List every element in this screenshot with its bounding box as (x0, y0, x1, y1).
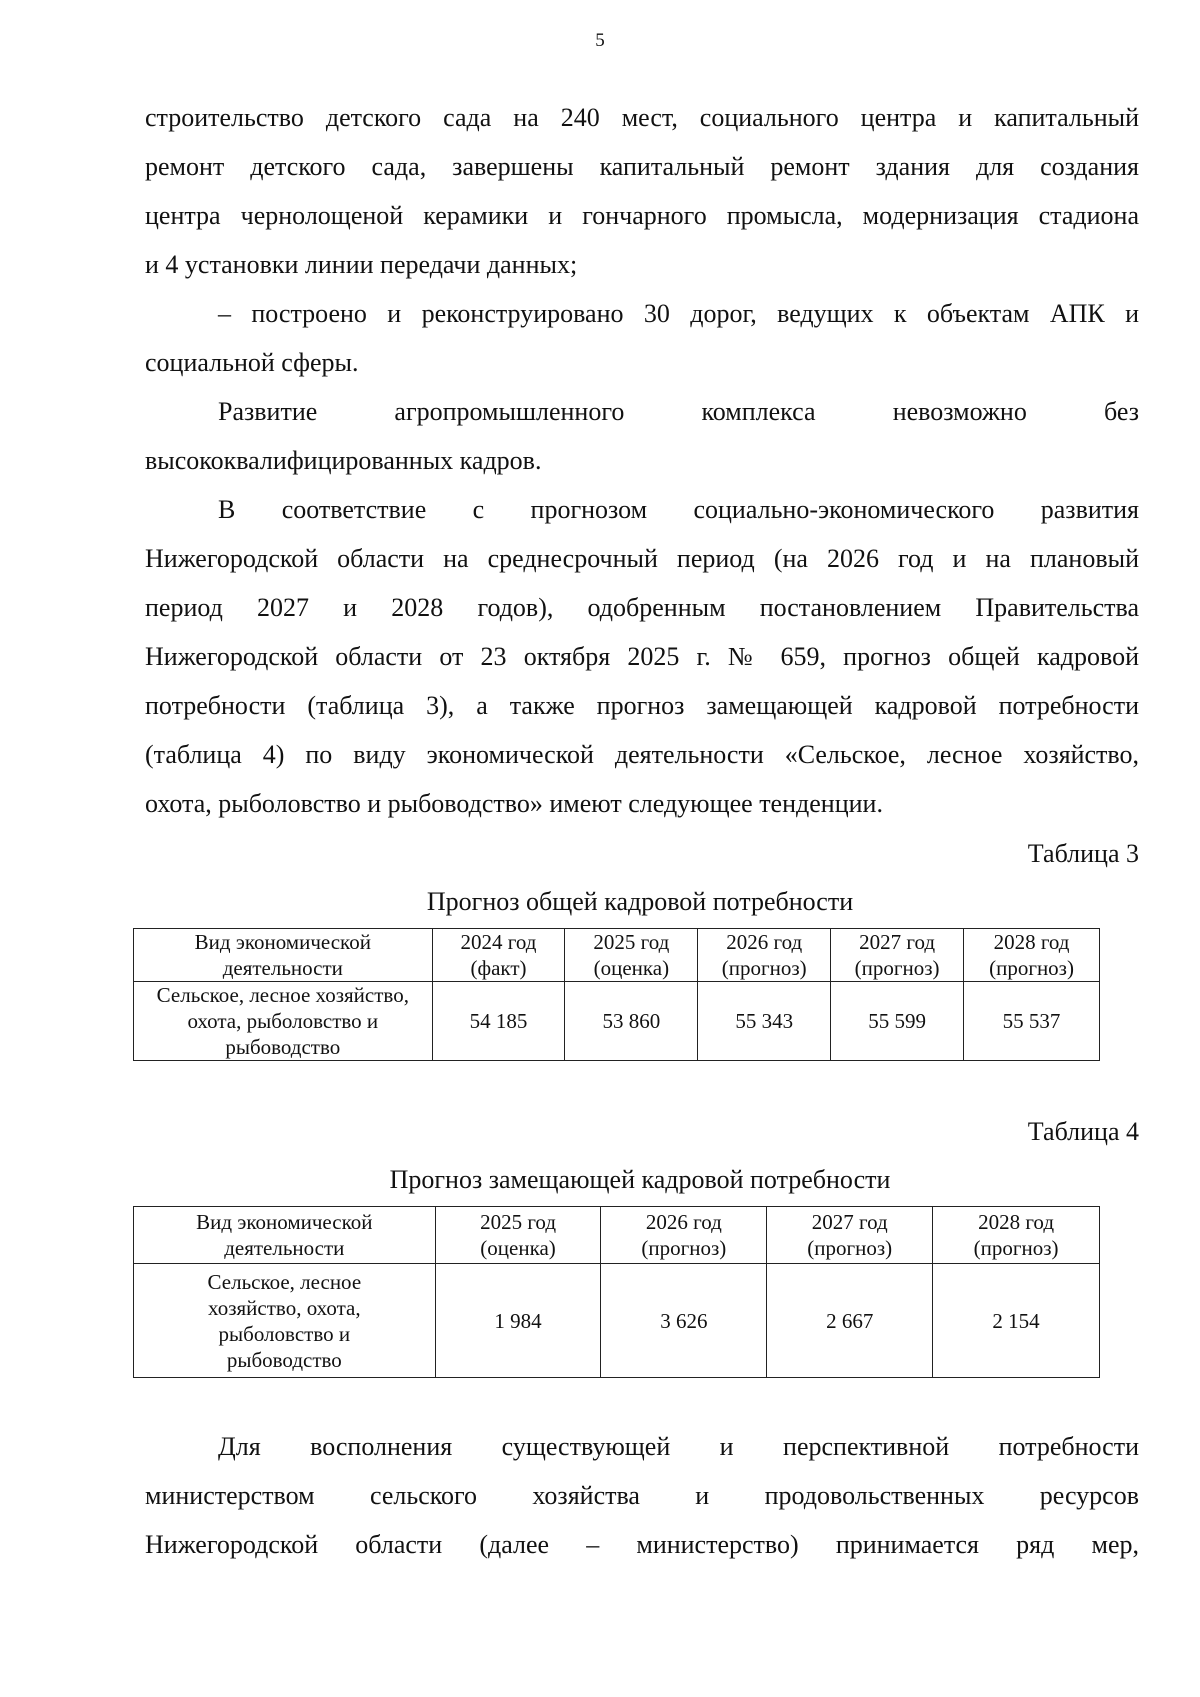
header-cell: 2024 год (факт) (432, 929, 565, 982)
paragraph-development (145, 387, 1139, 485)
body-text-bottom (145, 1422, 1139, 1569)
paragraph-continuation (145, 93, 1139, 289)
activity-cell: Сельское, лесное хозяйство, охота, рыболовство и рыбоводство (134, 982, 433, 1061)
paragraph-forecast (145, 485, 1139, 828)
text-line: министерством сельского хозяйства и продовольственных ресурсов (145, 1481, 1139, 1510)
value-cell: 2 154 (933, 1264, 1100, 1378)
table4-label: Таблица 4 (1027, 1117, 1139, 1146)
header-cell: 2026 год (прогноз) (601, 1207, 767, 1264)
header-cell: 2026 год (прогноз) (698, 929, 831, 982)
text-line: (таблица 4) по виду экономической деятельности «Сельское, лесное хозяйство, (145, 740, 1139, 769)
value-cell: 54 185 (432, 982, 565, 1061)
text-line: центра чернолощеной керамики и гончарного промысла, модернизация стадиона (145, 201, 1139, 230)
text-line: период 2027 и 2028 годов), одобренным постановлением Правительства (145, 593, 1139, 622)
header-cell: 2027 год (прогноз) (767, 1207, 933, 1264)
paragraph-roads (145, 289, 1139, 387)
header-cell: 2028 год (прогноз) (933, 1207, 1100, 1264)
text-line: высококвалифицированных кадров. (145, 446, 542, 475)
table4-title: Прогноз замещающей кадровой потребности (389, 1165, 891, 1194)
value-cell: 55 343 (698, 982, 831, 1061)
text-line: потребности (таблица 3), а также прогноз замещающей кадровой потребности (145, 691, 1139, 720)
text-line: В соответствие с прогнозом социально-экономического развития (218, 495, 1139, 524)
text-line: строительство детского сада на 240 мест, социального центра и капитальный (145, 103, 1139, 132)
header-cell: 2025 год (оценка) (435, 1207, 601, 1264)
table-row (134, 982, 1100, 1061)
header-cell: 2025 год (оценка) (565, 929, 698, 982)
value-cell: 1 984 (435, 1264, 601, 1378)
text-line: Развитие агропромышленного комплекса невозможно без (218, 397, 1139, 426)
text-line: Нижегородской области (далее – министерство) принимается ряд мер, (145, 1530, 1139, 1559)
header-cell: 2028 год (прогноз) (964, 929, 1100, 982)
table-header-row (134, 1207, 1100, 1264)
text-line: охота, рыболовство и рыбоводство» имеют следующее тенденции. (145, 789, 883, 818)
text-line: ремонт детского сада, завершены капитальный ремонт здания для создания (145, 152, 1139, 181)
text-line: – построено и реконструировано 30 дорог, ведущих к объектам АПК и (218, 299, 1139, 328)
activity-cell: Сельское, лесное хозяйство, охота, рыболовство и рыбоводство (134, 1264, 436, 1378)
page-number: 5 (595, 30, 605, 51)
body-text-top (145, 93, 1139, 828)
text-line: Нижегородской области на среднесрочный период (на 2026 год и на плановый (145, 544, 1139, 573)
value-cell: 53 860 (565, 982, 698, 1061)
text-line: Нижегородской области от 23 октября 2025 г. № 659, прогноз общей кадровой (145, 642, 1139, 671)
text-line: Для восполнения существующей и перспективной потребности (218, 1432, 1139, 1461)
value-cell: 55 537 (964, 982, 1100, 1061)
value-cell: 2 667 (767, 1264, 933, 1378)
table3 (133, 928, 1100, 1061)
value-cell: 55 599 (831, 982, 964, 1061)
table3-label: Таблица 3 (1027, 839, 1139, 868)
value-cell: 3 626 (601, 1264, 767, 1378)
text-line: и 4 установки линии передачи данных; (145, 250, 578, 279)
table3-title: Прогноз общей кадровой потребности (426, 887, 854, 916)
header-cell: Вид экономической деятельности (134, 1207, 436, 1264)
table-row (134, 1264, 1100, 1378)
header-cell: Вид экономической деятельности (134, 929, 433, 982)
text-line: социальной сферы. (145, 348, 359, 377)
header-cell: 2027 год (прогноз) (831, 929, 964, 982)
table-header-row (134, 929, 1100, 982)
table4 (133, 1206, 1100, 1378)
paragraph-measures (145, 1422, 1139, 1569)
